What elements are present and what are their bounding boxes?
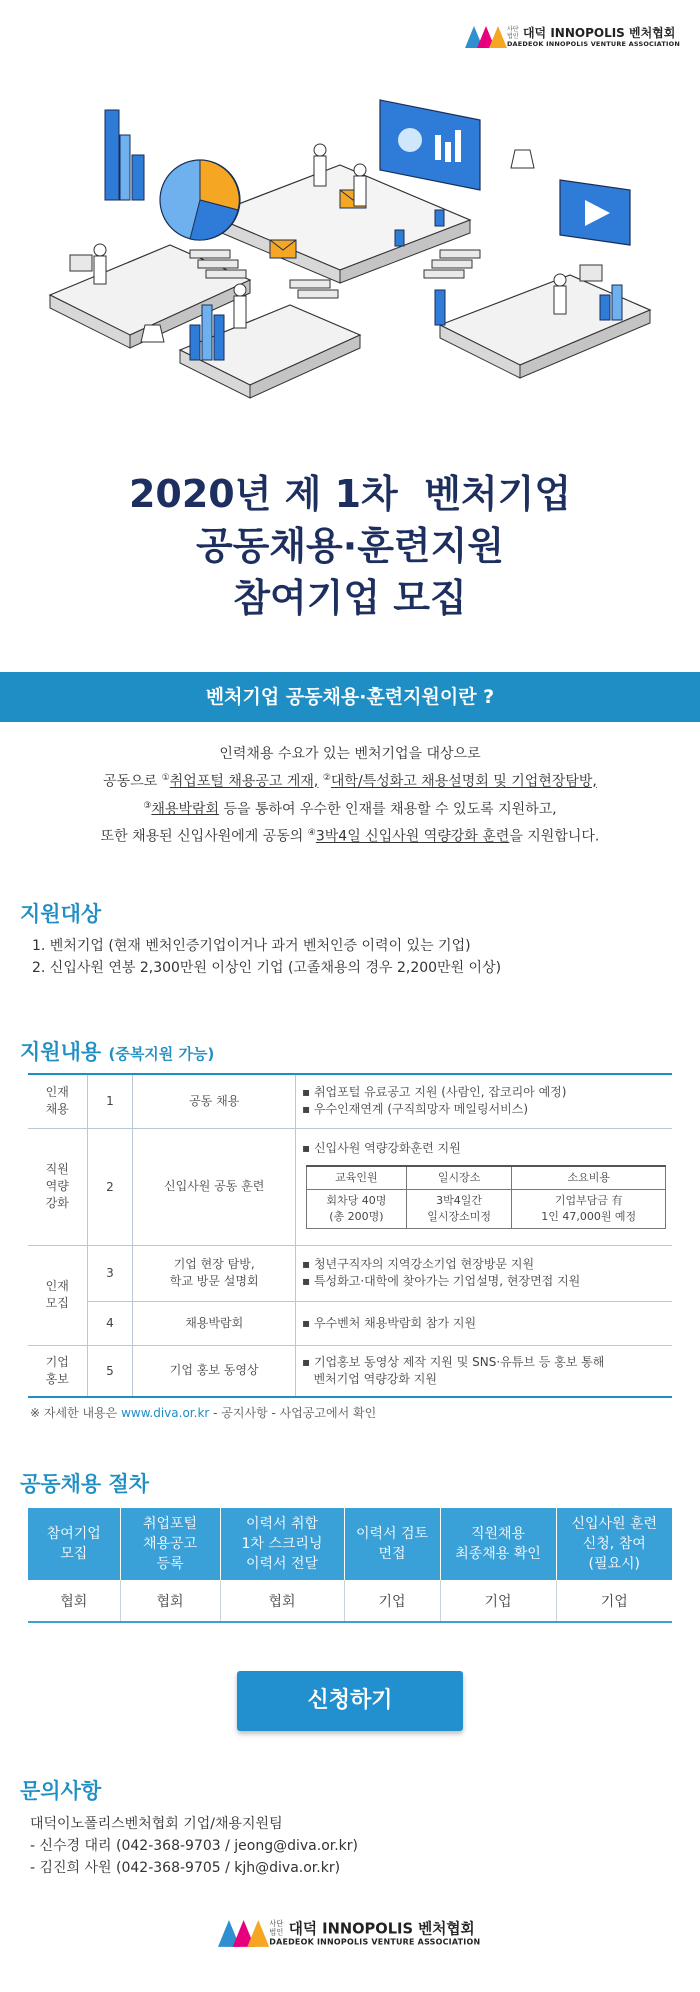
table-row (28, 1245, 672, 1301)
row-program: 채용박람회 (133, 1301, 296, 1345)
intro-text-fragment: 또한 채용된 신입사원에게 공동의 (100, 828, 304, 845)
contact-team: 대덕이노폴리스벤처협회 기업/채용지원팀 (30, 1816, 283, 1832)
target-section-title: 지원대상 (20, 902, 102, 926)
process-owner: 협회 (120, 1580, 220, 1622)
header-logo[interactable] (465, 26, 680, 48)
intro-text-fragment: 등을 통하여 우수한 인재를 채용할 수 있도록 지원하고, (223, 801, 557, 818)
intro-line-3 (0, 794, 700, 822)
target-item-2: 2. 신입사원 연봉 2,300만원 이상인 기업 (고졸채용의 경우 2,200만원 이상) (32, 960, 502, 976)
footer-logo[interactable] (218, 1920, 480, 1947)
process-owner: 협회 (220, 1580, 344, 1622)
process-step-5: 직원채용 최종채용 확인 (440, 1508, 556, 1580)
row-program: 기업 홍보 동영상 (133, 1345, 296, 1397)
process-step-6: 신입사원 훈련 신청, 참여 (필요시) (556, 1508, 672, 1580)
detail-line: ▪ 특성화고·대학에 찾아가는 기업설명, 현장면접 지원 (302, 1274, 581, 1288)
title-line-1: 2020년 제 1차 벤처기업 (128, 472, 572, 516)
table-row (28, 1128, 672, 1245)
process-step-3: 이력서 취합 1차 스크리닝 이력서 전달 (220, 1508, 344, 1580)
note-suffix: - 공지사항 - 사업공고에서 확인 (213, 1406, 377, 1420)
intro-banner: 벤처기업 공동채용·훈련지원이란 ? (0, 672, 700, 722)
detail-line: ▪ 청년구직자의 지역강소기업 현장방문 지원 (302, 1257, 535, 1271)
circled-number-4: ④ (307, 828, 316, 839)
row-detail (296, 1345, 673, 1397)
table-row (28, 1345, 672, 1397)
contact-info (30, 1813, 358, 1879)
hero-illustration (40, 80, 660, 410)
page-title (0, 468, 700, 624)
process-owner: 기업 (440, 1580, 556, 1622)
inner-cell: 기업부담금 有 1인 47,000원 예정 (512, 1190, 666, 1229)
logo-mark-icon (218, 1920, 262, 1947)
table-row (28, 1074, 672, 1128)
process-section-title: 공동채용 절차 (20, 1472, 150, 1496)
logo-name: 대덕 INNOPOLIS 벤처협회 (522, 26, 676, 40)
support-subtitle: (중복지원 가능) (108, 1045, 215, 1063)
row-category: 인재 채용 (28, 1074, 87, 1128)
inner-cell: 회차당 40명 (총 200명) (307, 1190, 407, 1229)
row-number: 4 (87, 1301, 133, 1345)
logo-mark-icon (465, 26, 501, 48)
intro-line-4 (0, 821, 700, 849)
process-step-4: 이력서 검토 면접 (344, 1508, 440, 1580)
contact-section-title: 문의사항 (20, 1779, 102, 1803)
process-owner: 기업 (344, 1580, 440, 1622)
logo-sub: DAEDEOK INNOPOLIS VENTURE ASSOCIATION (506, 40, 680, 48)
row-number: 2 (87, 1128, 133, 1245)
row-program: 기업 현장 탐방, 학교 방문 설명회 (133, 1245, 296, 1301)
support-title-text: 지원내용 (20, 1040, 102, 1064)
contact-person-1: - 신수경 대리 (042-368-9703 / jeong@diva.or.kr) (30, 1838, 359, 1854)
contact-person-2: - 김진희 사원 (042-368-9705 / kjh@diva.or.kr) (30, 1860, 341, 1876)
row-detail (296, 1074, 673, 1128)
apply-button[interactable]: 신청하기 (237, 1671, 463, 1731)
circled-number-1: ① (161, 773, 170, 783)
support-section-title (20, 1036, 214, 1066)
inner-cell: 3박4일간 일시장소미정 (406, 1190, 512, 1229)
detail-line: ▪ 우수인재연계 (구직희망자 메일링서비스) (302, 1102, 529, 1117)
intro-line-1: 인력채용 수요가 있는 벤처기업을 대상으로 (219, 746, 481, 762)
training-inner-table (306, 1165, 666, 1229)
row-category: 직원 역량 강화 (28, 1128, 87, 1245)
detail-line: ▪ 우수벤처 채용박람회 참가 지원 (302, 1315, 477, 1330)
row-number: 1 (87, 1074, 133, 1128)
title-line-3: 참여기업 모집 (233, 576, 467, 620)
intro-underline-4: 3박4일 신입사원 역량강화 훈련 (315, 828, 510, 845)
row-program: 신입사원 공동 훈련 (133, 1128, 296, 1245)
support-note (30, 1404, 376, 1421)
diva-website-link[interactable]: www.diva.or.kr (121, 1406, 210, 1420)
circled-number-2: ② (322, 773, 331, 783)
inner-header: 소요비용 (512, 1166, 666, 1190)
circled-number-3: ③ (143, 800, 152, 811)
intro-underline-3: 채용박람회 (151, 801, 220, 818)
row-program: 공동 채용 (133, 1074, 296, 1128)
process-owner: 협회 (28, 1580, 120, 1622)
process-owner: 기업 (556, 1580, 672, 1622)
logo-small-text: 사단법인 (269, 1920, 284, 1938)
support-table (28, 1073, 672, 1398)
process-step-2: 취업포털 채용공고 등록 (120, 1508, 220, 1580)
process-step-1: 참여기업 모집 (28, 1508, 120, 1580)
row-number: 5 (87, 1345, 133, 1397)
logo-small-text: 사단법인 (506, 26, 519, 40)
inner-header: 일시장소 (406, 1166, 512, 1190)
process-owner-row (28, 1580, 672, 1622)
process-header-row (28, 1508, 672, 1580)
detail-line: ▪ 신입사원 역량강화훈련 지원 (302, 1141, 461, 1155)
detail-line: 벤처기업 역량강화 지원 (302, 1371, 437, 1386)
table-row (28, 1301, 672, 1345)
row-detail (296, 1245, 673, 1301)
intro-underline-1: 취업포털 채용공고 게재, (169, 773, 319, 790)
title-line-2: 공동채용·훈련지원 (195, 524, 505, 568)
logo-sub: DAEDEOK INNOPOLIS VENTURE ASSOCIATION (269, 1937, 481, 1947)
row-number: 3 (87, 1245, 133, 1301)
note-prefix: ※ 자세한 내용은 (30, 1406, 118, 1420)
intro-text-fragment: 을 지원합니다. (509, 828, 600, 845)
intro-underline-2: 대학/특성화고 채용설명회 및 기업현장탐방, (330, 773, 597, 790)
intro-text (0, 742, 700, 849)
row-category: 인재 모집 (28, 1245, 87, 1345)
inner-header: 교육인원 (307, 1166, 407, 1190)
target-item-1: 1. 벤처기업 (현재 벤처인증기업이거나 과거 벤처인증 이력이 있는 기업) (32, 938, 471, 954)
logo-name: 대덕 INNOPOLIS 벤처협회 (288, 1920, 475, 1938)
row-detail (296, 1128, 673, 1245)
intro-line-2 (0, 766, 700, 794)
target-list (32, 935, 501, 979)
row-category: 기업 홍보 (28, 1345, 87, 1397)
detail-line: ▪ 기업홍보 동영상 제작 지원 및 SNS·유튜브 등 홍보 통해 (302, 1354, 605, 1369)
detail-line: ▪ 취업포털 유료공고 지원 (사람인, 잡코리아 예정) (302, 1085, 567, 1100)
row-detail (296, 1301, 673, 1345)
process-table (28, 1508, 672, 1623)
intro-text-fragment: 공동으로 (103, 773, 158, 790)
